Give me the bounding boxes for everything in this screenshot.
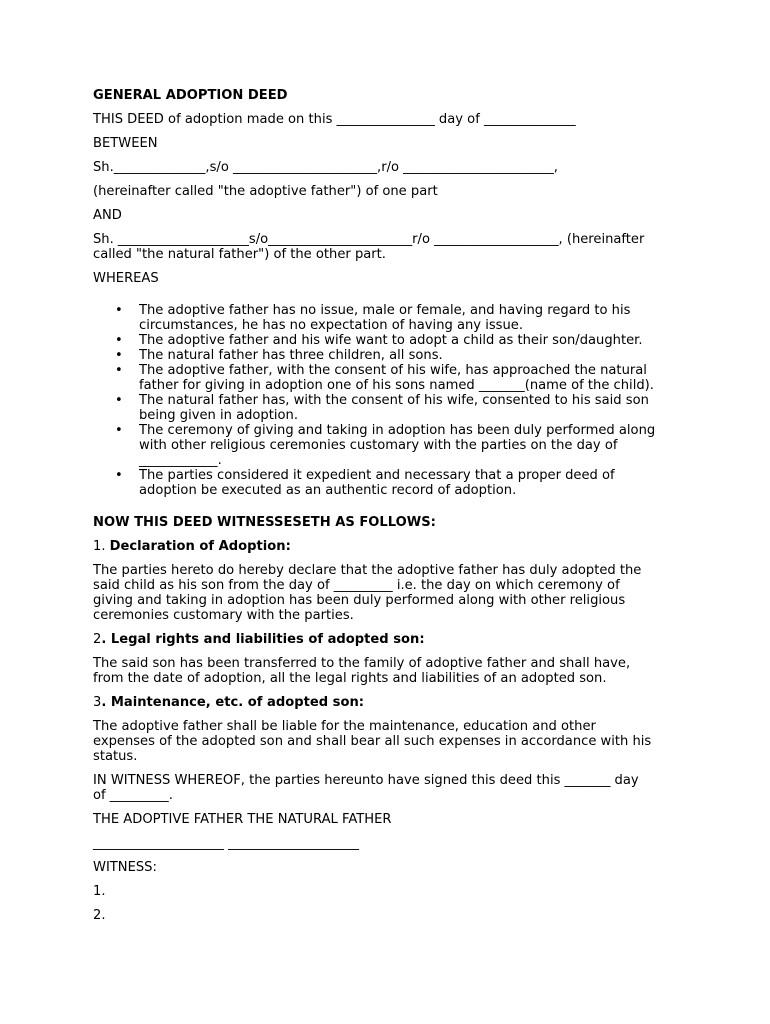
witness-item: 1. [93,884,106,899]
clause-line: ceremonies customary with the parties. [93,608,354,623]
between-label: BETWEEN [93,136,158,151]
and-label: AND [93,208,122,223]
in-witness-line: IN WITNESS WHEREOF, the parties hereunto have signed this deed this _______ day [93,773,639,788]
clause-number: 3 [93,695,102,710]
party1-line: Sh.______________,s/o ______________________,r/o _______________________, [93,160,558,175]
witnesseth-heading: NOW THIS DEED WITNESSESETH AS FOLLOWS: [93,515,436,530]
recital-line: • The adoptive father has no issue, male or female, and having regard to his [139,303,631,318]
recital-line: with other religious ceremonies customary with the parties on the day of [139,438,618,453]
clause-heading [93,632,683,647]
clause-heading [93,695,683,710]
recital-line: ____________. [139,453,222,468]
list-item [93,348,683,363]
recital-line: • The adoptive father and his wife want to adopt a child as their son/daughter. [139,333,643,348]
party2-line: Sh. ____________________s/o______________________r/o ___________________, (hereinafter [93,232,645,247]
clause-number: 1. [93,539,106,554]
party2-line: called "the natural father") of the other part. [93,247,386,262]
party2-block [93,232,683,262]
recital-line: being given in adoption. [139,408,298,423]
list-item [93,333,683,348]
document-title: GENERAL ADOPTION DEED [93,88,288,103]
clause-line: The adoptive father shall be liable for the maintenance, education and other [93,719,596,734]
recital-line: • The natural father has, with the consent of his wife, consented to his said son [139,393,649,408]
clause-line: giving and taking in adoption has been duly performed along with other religious [93,593,626,608]
deed-body [93,88,683,932]
recital-line: circumstances, he has no expectation of having any issue. [139,318,523,333]
list-item [93,303,683,333]
clause-body [93,563,683,623]
list-item [93,468,683,498]
clause-line: said child as his son from the day of _________ i.e. the day on which ceremony of [93,578,620,593]
recital-line: father for giving in adoption one of his sons named _______(name of the child). [139,378,654,393]
list-item [93,363,683,393]
witness-item: 2. [93,908,106,923]
party1-description: (hereinafter called "the adoptive father") of one part [93,184,438,199]
clause-heading [93,539,683,554]
clause-title: Declaration of Adoption: [109,539,291,554]
clause-line: The said son has been transferred to the family of adoptive father and shall have, [93,656,631,671]
clause-title: . Maintenance, etc. of adopted son: [101,695,365,710]
list-item [93,423,683,468]
clause-line: status. [93,749,138,764]
in-witness-line: of _________. [93,788,173,803]
recitals-list [93,303,683,498]
clause-number: 2 [93,632,102,647]
signatories-label: THE ADOPTIVE FATHER THE NATURAL FATHER [93,812,392,827]
clause-line: expenses of the adopted son and shall bear all such expenses in accordance with his [93,734,652,749]
intro-line: THIS DEED of adoption made on this _______________ day of ______________ [93,112,576,127]
whereas-label: WHEREAS [93,271,159,286]
recital-line: • The natural father has three children, all sons. [139,348,443,363]
clause-line: from the date of adoption, all the legal rights and liabilities of an adopted son. [93,671,607,686]
clause-line: The parties hereto do hereby declare that the adoptive father has duly adopted the [93,563,642,578]
clause-body [93,656,683,686]
recital-line: • The adoptive father, with the consent of his wife, has approached the natural [139,363,647,378]
recital-line: • The parties considered it expedient and necessary that a proper deed of [139,468,615,483]
clause-title: . Legal rights and liabilities of adopted son: [101,632,425,647]
witness-label: WITNESS: [93,860,157,875]
recital-line: • The ceremony of giving and taking in adoption has been duly performed along [139,423,656,438]
clause-body [93,719,683,764]
signature-lines: ____________________ ____________________ [93,836,360,851]
recital-line: adoption be executed as an authentic record of adoption. [139,483,517,498]
in-witness-paragraph [93,773,683,803]
list-item [93,393,683,423]
